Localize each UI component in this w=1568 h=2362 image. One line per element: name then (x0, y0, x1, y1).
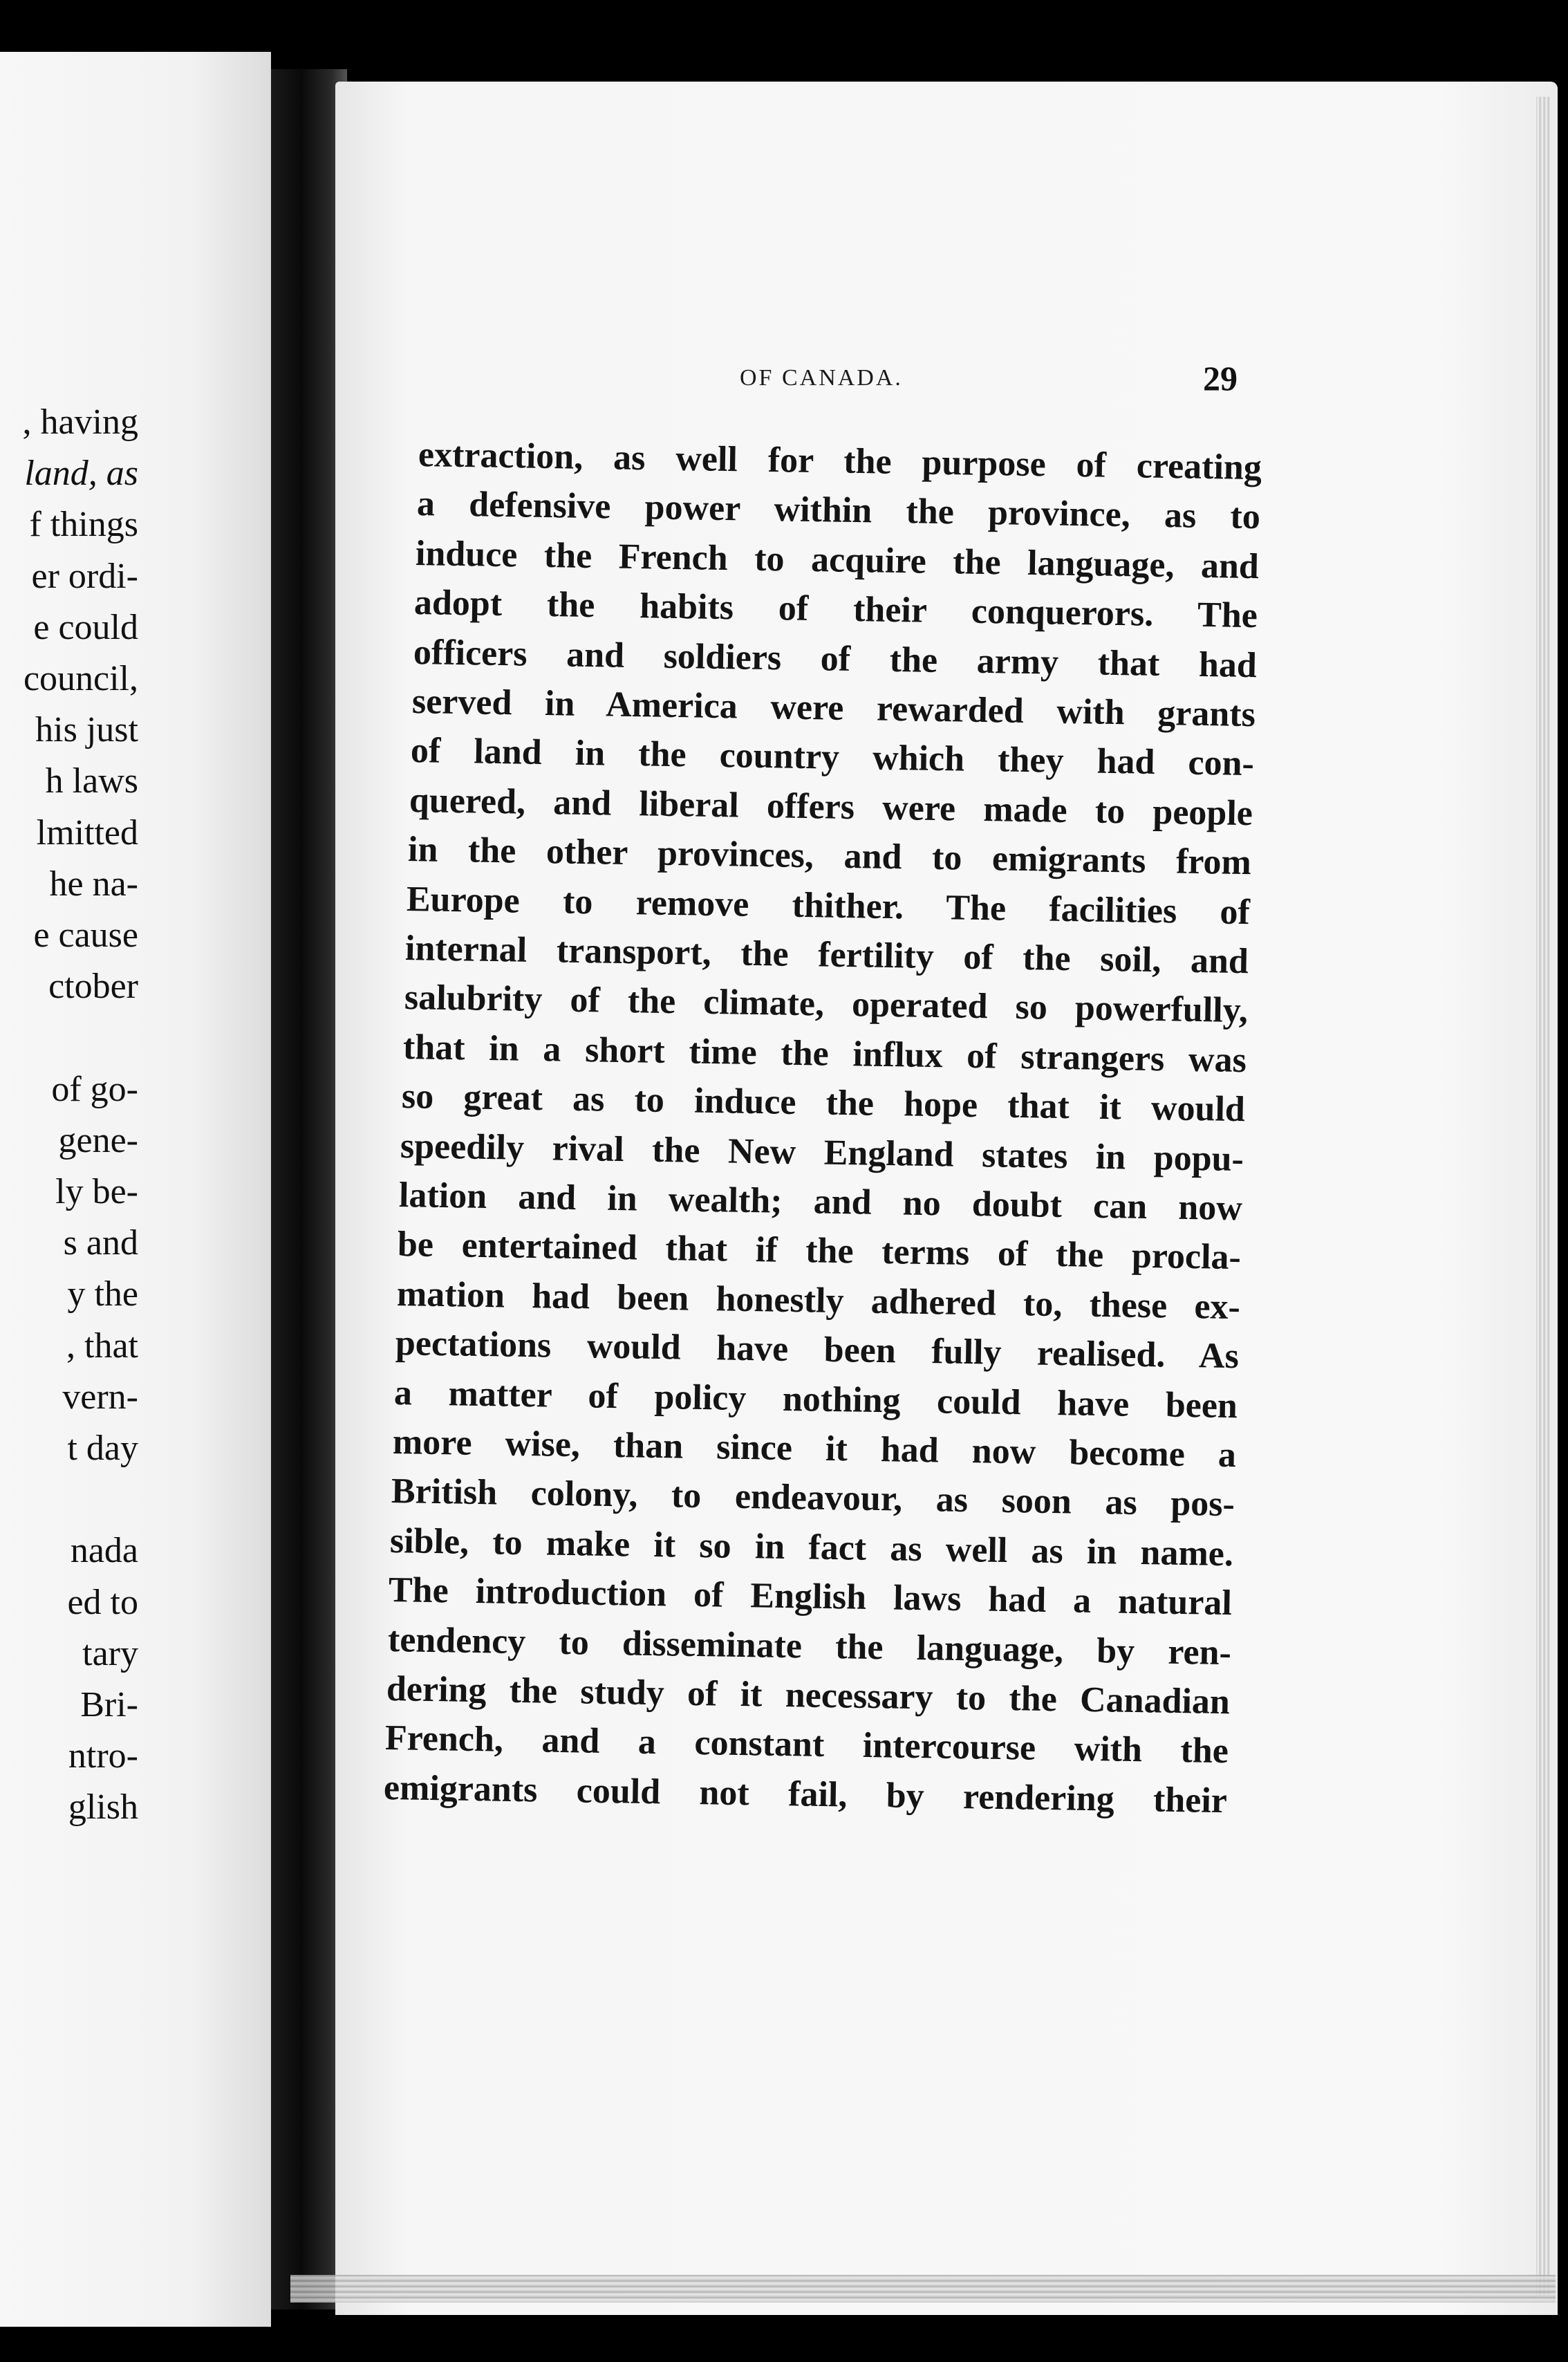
left-page-line: gene- (58, 1120, 138, 1160)
left-page-line: lmitted (36, 812, 138, 853)
body-line: Europe to remove thither. The facilities of (406, 879, 1251, 932)
left-page-line: he na- (49, 864, 138, 904)
body-line: internal transport, the fertility of the soil, and (405, 929, 1249, 982)
body-line: British colony, to endeavour, as soon as pos- (391, 1471, 1235, 1525)
body-line: a matter of policy nothing could have been (393, 1373, 1238, 1426)
left-page-line: ntro- (68, 1736, 138, 1776)
body-line: pectations would have been fully realised. As (395, 1323, 1239, 1377)
body-line: The introduction of English laws had a natural (388, 1570, 1233, 1624)
left-page-line: vern- (62, 1377, 138, 1417)
left-page-line: of go- (51, 1069, 138, 1109)
body-line: officers and soldiers of the army that had (413, 632, 1257, 685)
body-line: be entertained that if the terms of the procla- (397, 1225, 1242, 1278)
left-page-line: nada (70, 1531, 138, 1571)
body-line: quered, and liberal offers were made to people (409, 780, 1253, 833)
left-page-line: e could (33, 607, 138, 647)
left-page-line: ctober (48, 967, 138, 1007)
body-line: adopt the habits of their conquerors. The (413, 583, 1258, 636)
body-line: French, and a constant intercourse with the (384, 1718, 1229, 1772)
left-page-line: f things (29, 505, 138, 545)
left-page-line: y the (67, 1274, 138, 1314)
body-line: induce the French to acquire the language, and (415, 533, 1260, 586)
running-head: OF CANADA. (740, 365, 903, 391)
body-line: served in America were rewarded with grants (411, 682, 1256, 735)
left-page-line: glish (68, 1787, 138, 1828)
left-page-line: t day (67, 1429, 138, 1468)
body-line: a defensive power within the province, as to (416, 484, 1261, 537)
left-page-line: h laws (45, 761, 138, 801)
body-line: dering the study of it necessary to the Canadian (386, 1669, 1231, 1722)
left-page-line: council, (23, 659, 138, 698)
left-page-line: s and (63, 1223, 138, 1263)
body-line: sible, to make it so in fact as well as in name. (389, 1521, 1234, 1574)
left-page-line: e cause (33, 915, 138, 955)
left-page-line: tary (82, 1633, 138, 1673)
left-page-line: , that (66, 1326, 138, 1366)
left-page-line: his just (35, 710, 138, 750)
body-line: emigrants could not fail, by rendering their (383, 1767, 1228, 1821)
left-page-line: land, as (24, 454, 138, 494)
body-line: that in a short time the influx of strangers was (402, 1027, 1247, 1080)
body-line: of land in the country which they had con- (410, 731, 1255, 784)
left-page-line: ed to (67, 1582, 138, 1622)
body-line: salubrity of the climate, operated so powerfully, (404, 978, 1248, 1031)
body-line: speedily rival the New England states in popu- (400, 1126, 1244, 1179)
body-line: tendency to disseminate the language, by ren- (387, 1619, 1231, 1673)
body-line: so great as to induce the hope that it would (401, 1077, 1246, 1130)
left-page-line: er ordi- (31, 556, 138, 596)
page-number: 29 (1203, 359, 1238, 398)
body-line: lation and in wealth; and no doubt can now (398, 1175, 1243, 1229)
left-page-line: Bri- (80, 1685, 138, 1724)
body-line: more wise, than since it had now become a (392, 1422, 1237, 1476)
left-page-line: , having (22, 402, 138, 442)
body-line: extraction, as well for the purpose of creating (418, 435, 1262, 488)
body-line: in the other provinces, and to emigrants from (407, 830, 1252, 883)
body-line: mation had been honestly adhered to, these ex- (396, 1274, 1240, 1327)
left-page-line: ly be- (55, 1172, 138, 1211)
